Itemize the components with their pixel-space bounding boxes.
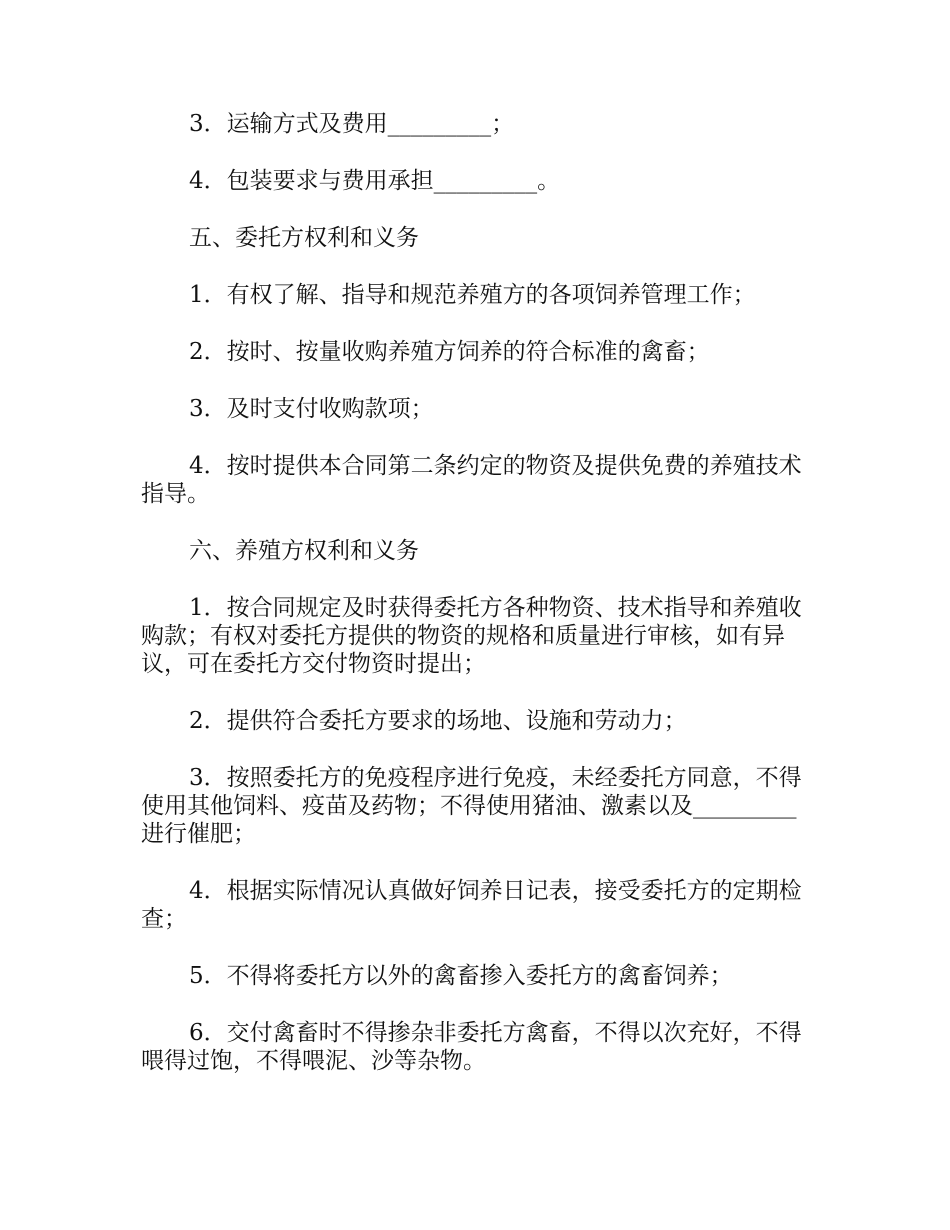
section-heading-breeder-rights: 六、养殖方权利和义务 — [189, 538, 419, 564]
paragraph-breeder-right-6: 6．交付禽畜时不得掺杂非委托方禽畜，不得以次充好，不得喂得过饱，不得喂泥、沙等杂物。 — [141, 1020, 802, 1074]
paragraph-transport-cost: 3．运输方式及费用_________； — [189, 111, 515, 137]
section-heading-principal-rights: 五、委托方权利和义务 — [189, 225, 419, 251]
paragraph-principal-right-4: 4．按时提供本合同第二条约定的物资及提供免费的养殖技术指导。 — [141, 453, 802, 507]
paragraph-breeder-right-4: 4．根据实际情况认真做好饲养日记表，接受委托方的定期检查； — [141, 878, 802, 932]
paragraph-principal-right-3: 3．及时支付收购款项； — [189, 396, 434, 422]
paragraph-principal-right-2: 2．按时、按量收购养殖方饲养的符合标准的禽畜； — [189, 339, 710, 365]
paragraph-breeder-right-5: 5．不得将委托方以外的禽畜掺入委托方的禽畜饲养； — [189, 963, 733, 989]
paragraph-principal-right-1: 1．有权了解、指导和规范养殖方的各项饲养管理工作； — [189, 282, 756, 308]
document-body — [141, 110, 816, 1104]
paragraph-packaging-cost: 4．包装要求与费用承担_________。 — [189, 168, 561, 194]
paragraph-breeder-right-2: 2．提供符合委托方要求的场地、设施和劳动力； — [189, 708, 687, 734]
paragraph-breeder-right-1: 1．按合同规定及时获得委托方各种物资、技术指导和养殖收购款；有权对委托方提供的物资的规格和质量进行审核，如有异议，可在委托方交付物资时提出； — [141, 595, 802, 677]
paragraph-breeder-right-3: 3．按照委托方的免疫程序进行免疫，未经委托方同意，不得使用其他饲料、疫苗及药物；不得使用猪油、激素以及_________进行催肥； — [141, 765, 802, 847]
